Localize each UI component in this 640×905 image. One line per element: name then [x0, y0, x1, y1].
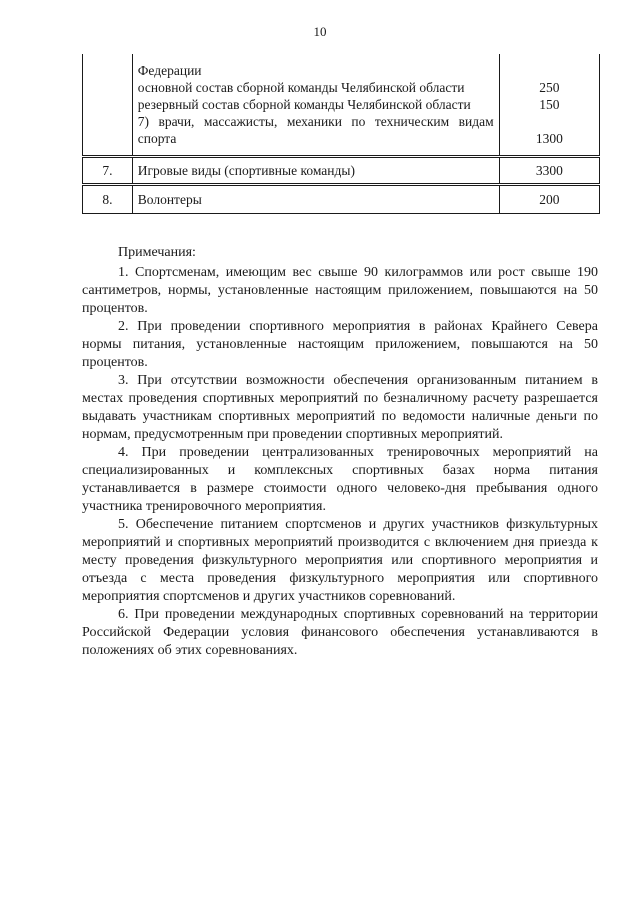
row-label-line: Федерации: [137, 63, 202, 78]
row-value: 1300: [535, 131, 563, 146]
table-row: [83, 157, 600, 185]
note-paragraph: 1. Спортсменам, имеющим вес свыше 90 килограммов или рост свыше 190 сантиметров, нормы, установленные настоящим приложением, повышаются на 50 процентов.: [82, 265, 598, 316]
note-paragraph: 3. При отсутствии возможности обеспечения организованным питанием в местах проведения спортивных мероприятий по безналичному расчету разрешается выдавать участникам спортивных мероприятий по ведомости наличные деньги по нормам, предусмотренным при проведении спортивных мероприятий.: [82, 373, 598, 442]
note-paragraph: 4. При проведении централизованных тренировочных мероприятий на специализированных и комплексных спортивных базах норма питания устанавливается в размере стоимости одного человеко-дня пребывания одного участника тренировочного мероприятия.: [82, 445, 598, 514]
notes-section: [82, 244, 598, 660]
notes-heading: Примечания:: [118, 245, 196, 260]
row-label-cell: Волонтеры: [132, 185, 499, 214]
page-number: 10: [313, 24, 327, 39]
table-row: [83, 54, 600, 157]
row-value: 150: [539, 97, 560, 112]
row-value-cell: 200: [499, 185, 599, 214]
row-label-line: резервный состав сборной команды Челябинской области: [137, 97, 471, 112]
row-label-line: основной состав сборной команды Челябинской области: [137, 80, 465, 95]
table-row: [83, 185, 600, 214]
note-paragraph: 2. При проведении спортивного мероприятия в районах Крайнего Севера нормы питания, установленные настоящим приложением, повышаются на 50 процентов.: [82, 319, 598, 370]
row-label-cell: [132, 54, 499, 157]
row-number-cell: 7.: [83, 157, 133, 185]
row-label-line: 7) врачи, массажисты, механики по техническим видам спорта: [137, 114, 494, 146]
row-number-cell: 8.: [83, 185, 133, 214]
row-value-cell: [499, 54, 599, 157]
row-value: 250: [539, 80, 560, 95]
row-number-cell: [83, 54, 133, 157]
nutrition-norms-table: [82, 54, 600, 214]
note-paragraph: 6. При проведении международных спортивных соревнований на территории Российской Федерации условия финансового обеспечения устанавливаются в положениях об этих соревнованиях.: [82, 607, 598, 658]
row-value-cell: 3300: [499, 157, 599, 185]
row-label-cell: Игровые виды (спортивные команды): [132, 157, 499, 185]
note-paragraph: 5. Обеспечение питанием спортсменов и других участников физкультурных мероприятий и спортивных мероприятий производится с включением дня приезда к месту проведения физкультурного мероприятия или спортивного мероприятия и отъезда с места проведения физкультурного мероприятия или спортивного мероприятия спортсменов и других участников соревнований.: [82, 517, 598, 604]
